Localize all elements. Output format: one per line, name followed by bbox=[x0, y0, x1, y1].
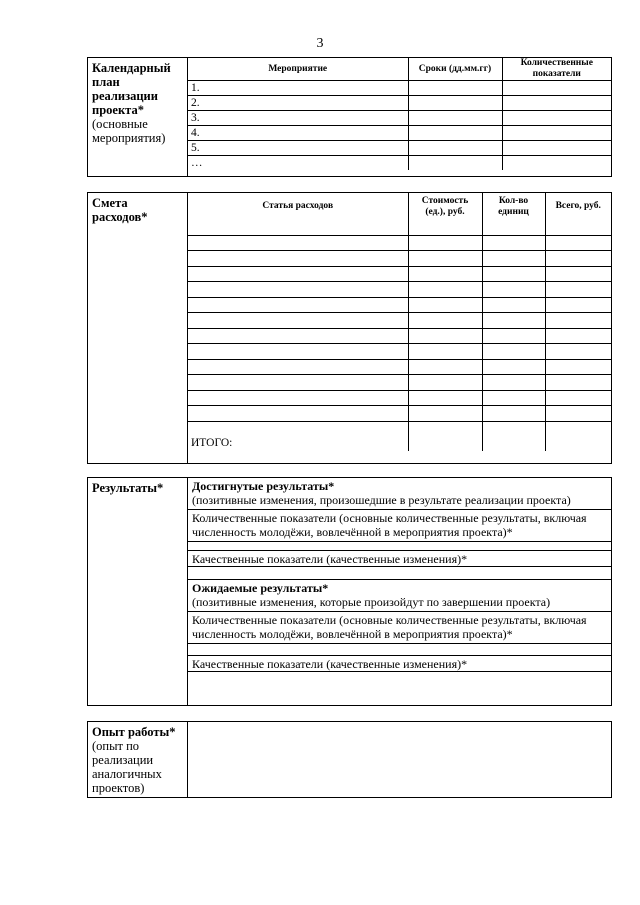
table-row bbox=[188, 328, 611, 344]
total-cell[interactable] bbox=[545, 297, 611, 313]
unit-cost-cell[interactable] bbox=[408, 390, 482, 406]
quantity-cell[interactable] bbox=[482, 297, 545, 313]
table-row bbox=[188, 421, 611, 436]
unit-cost-cell[interactable] bbox=[408, 220, 482, 235]
results-section bbox=[87, 477, 612, 706]
event-cell[interactable]: … bbox=[188, 156, 408, 171]
total-sum-cell[interactable] bbox=[545, 436, 611, 451]
table-row bbox=[188, 96, 611, 111]
table-row bbox=[188, 156, 611, 171]
achieved-quantitative-answer[interactable] bbox=[188, 542, 611, 551]
table-row bbox=[188, 266, 611, 282]
dates-cell[interactable] bbox=[408, 81, 502, 96]
expense-item-cell[interactable] bbox=[188, 328, 408, 344]
quantity-cell[interactable] bbox=[482, 390, 545, 406]
unit-cost-cell[interactable] bbox=[408, 266, 482, 282]
expense-item-cell[interactable] bbox=[188, 220, 408, 235]
event-cell[interactable]: 3. bbox=[188, 111, 408, 126]
total-cell[interactable] bbox=[545, 251, 611, 267]
total-cell[interactable] bbox=[545, 390, 611, 406]
expense-item-cell[interactable] bbox=[188, 251, 408, 267]
table-row bbox=[188, 282, 611, 298]
indicators-cell[interactable] bbox=[502, 81, 611, 96]
experience-note: (опыт по реализации аналогичных проектов) bbox=[92, 739, 162, 795]
expense-item-cell[interactable] bbox=[188, 406, 408, 422]
table-row bbox=[188, 406, 611, 422]
unit-cost-cell[interactable] bbox=[408, 282, 482, 298]
dates-cell[interactable] bbox=[408, 111, 502, 126]
column-header-dates: Сроки (дд.мм.гг) bbox=[408, 58, 502, 81]
event-cell[interactable]: 5. bbox=[188, 141, 408, 156]
table-row bbox=[188, 375, 611, 391]
budget-table bbox=[188, 193, 611, 451]
table-row bbox=[188, 126, 611, 141]
quantity-cell[interactable] bbox=[482, 375, 545, 391]
table-row bbox=[188, 297, 611, 313]
total-cell[interactable] bbox=[545, 375, 611, 391]
total-cell[interactable] bbox=[545, 220, 611, 235]
indicators-cell[interactable] bbox=[502, 141, 611, 156]
quantity-cell[interactable] bbox=[482, 328, 545, 344]
expense-item-cell[interactable] bbox=[188, 375, 408, 391]
dates-cell[interactable] bbox=[408, 141, 502, 156]
unit-cost-cell[interactable] bbox=[408, 344, 482, 360]
indicators-cell[interactable] bbox=[502, 126, 611, 141]
expense-item-cell[interactable] bbox=[188, 266, 408, 282]
quantity-cell[interactable] bbox=[482, 266, 545, 282]
column-header-unit-cost: Стоимость (ед.), руб. bbox=[408, 193, 482, 220]
column-header-event: Мероприятие bbox=[188, 58, 408, 81]
expected-results-title: Ожидаемые результаты* bbox=[192, 581, 329, 595]
dates-cell[interactable] bbox=[408, 126, 502, 141]
quantity-cell[interactable] bbox=[482, 251, 545, 267]
table-row bbox=[188, 220, 611, 235]
unit-cost-cell[interactable] bbox=[408, 421, 482, 436]
quantity-cell[interactable] bbox=[482, 344, 545, 360]
total-row bbox=[188, 436, 611, 451]
total-label: ИТОГО: bbox=[188, 436, 408, 451]
table-row bbox=[188, 111, 611, 126]
total-cell[interactable] bbox=[545, 359, 611, 375]
expense-item-cell[interactable] bbox=[188, 282, 408, 298]
unit-cost-cell[interactable] bbox=[408, 235, 482, 251]
indicators-cell[interactable] bbox=[502, 111, 611, 126]
total-quantity-cell[interactable] bbox=[482, 436, 545, 451]
quantity-cell[interactable] bbox=[482, 406, 545, 422]
column-header-total: Всего, руб. bbox=[545, 193, 611, 220]
calendar-plan-section bbox=[87, 57, 612, 177]
total-cell[interactable] bbox=[545, 406, 611, 422]
budget-title: Смета расходов* bbox=[92, 196, 148, 224]
table-row bbox=[188, 359, 611, 375]
calendar-plan-table bbox=[188, 58, 611, 170]
unit-cost-cell[interactable] bbox=[408, 406, 482, 422]
table-row bbox=[188, 313, 611, 329]
results-label bbox=[88, 478, 188, 705]
total-unit-cost-cell[interactable] bbox=[408, 436, 482, 451]
table-row bbox=[188, 390, 611, 406]
total-cell[interactable] bbox=[545, 266, 611, 282]
budget-section bbox=[87, 192, 612, 464]
unit-cost-cell[interactable] bbox=[408, 313, 482, 329]
unit-cost-cell[interactable] bbox=[408, 359, 482, 375]
expense-item-cell[interactable] bbox=[188, 421, 408, 436]
quantity-cell[interactable] bbox=[482, 421, 545, 436]
table-row bbox=[188, 81, 611, 96]
unit-cost-cell[interactable] bbox=[408, 297, 482, 313]
table-row bbox=[188, 251, 611, 267]
expense-item-cell[interactable] bbox=[188, 390, 408, 406]
event-cell[interactable]: 1. bbox=[188, 81, 408, 96]
achieved-results-block[interactable] bbox=[188, 478, 611, 510]
expense-item-cell[interactable] bbox=[188, 359, 408, 375]
expense-item-cell[interactable] bbox=[188, 313, 408, 329]
unit-cost-cell[interactable] bbox=[408, 251, 482, 267]
unit-cost-cell[interactable] bbox=[408, 375, 482, 391]
dates-cell[interactable] bbox=[408, 96, 502, 111]
quantity-cell[interactable] bbox=[482, 313, 545, 329]
total-cell[interactable] bbox=[545, 313, 611, 329]
quantity-cell[interactable] bbox=[482, 282, 545, 298]
table-row bbox=[188, 235, 611, 251]
expected-quantitative-field[interactable]: Количественные показатели (основные количественные результаты, включая численность молодёжи, вовлечённой в мероприятия проекта)* bbox=[188, 612, 611, 644]
total-cell[interactable] bbox=[545, 235, 611, 251]
expense-item-cell[interactable] bbox=[188, 235, 408, 251]
total-cell[interactable] bbox=[545, 282, 611, 298]
expected-quantitative-answer[interactable] bbox=[188, 644, 611, 656]
expense-item-cell[interactable] bbox=[188, 344, 408, 360]
calendar-plan-note: (основные мероприятия) bbox=[92, 117, 166, 145]
dates-cell[interactable] bbox=[408, 156, 502, 171]
achieved-qualitative-field[interactable]: Качественные показатели (качественные изменения)* bbox=[188, 551, 611, 567]
experience-section bbox=[87, 721, 612, 798]
expected-qualitative-field[interactable]: Качественные показатели (качественные изменения)* bbox=[188, 656, 611, 672]
table-row bbox=[188, 141, 611, 156]
indicators-cell[interactable] bbox=[502, 156, 611, 171]
event-cell[interactable]: 2. bbox=[188, 96, 408, 111]
calendar-plan-title: Календарный план реализации проекта* bbox=[92, 61, 171, 117]
total-cell[interactable] bbox=[545, 328, 611, 344]
column-header-quantity: Кол-во единиц bbox=[482, 193, 545, 220]
column-header-indicators: Количественные показатели bbox=[502, 58, 611, 81]
unit-cost-cell[interactable] bbox=[408, 328, 482, 344]
quantity-cell[interactable] bbox=[482, 359, 545, 375]
event-cell[interactable]: 4. bbox=[188, 126, 408, 141]
quantity-cell[interactable] bbox=[482, 220, 545, 235]
expected-results-block[interactable] bbox=[188, 580, 611, 612]
achieved-results-note: (позитивные изменения, произошедшие в результате реализации проекта) bbox=[192, 493, 571, 507]
expected-results-note: (позитивные изменения, которые произойдут по завершении проекта) bbox=[192, 595, 551, 609]
total-cell[interactable] bbox=[545, 344, 611, 360]
expected-qualitative-answer[interactable] bbox=[188, 672, 611, 705]
table-row bbox=[188, 344, 611, 360]
quantity-cell[interactable] bbox=[482, 235, 545, 251]
column-header-expense-item: Статья расходов bbox=[188, 193, 408, 220]
budget-label bbox=[88, 193, 188, 463]
expense-item-cell[interactable] bbox=[188, 297, 408, 313]
experience-label bbox=[88, 722, 188, 797]
page-number: 3 bbox=[316, 36, 324, 51]
achieved-results-title: Достигнутые результаты* bbox=[192, 479, 335, 493]
experience-answer-field[interactable] bbox=[188, 722, 611, 797]
calendar-plan-label bbox=[88, 58, 188, 176]
results-title: Результаты* bbox=[92, 481, 164, 495]
achieved-qualitative-answer[interactable] bbox=[188, 567, 611, 580]
indicators-cell[interactable] bbox=[502, 96, 611, 111]
experience-title: Опыт работы* bbox=[92, 725, 176, 739]
total-cell[interactable] bbox=[545, 421, 611, 436]
achieved-quantitative-field[interactable]: Количественные показатели (основные количественные результаты, включая численность молодёжи, вовлечённой в мероприятия проекта)* bbox=[188, 510, 611, 542]
